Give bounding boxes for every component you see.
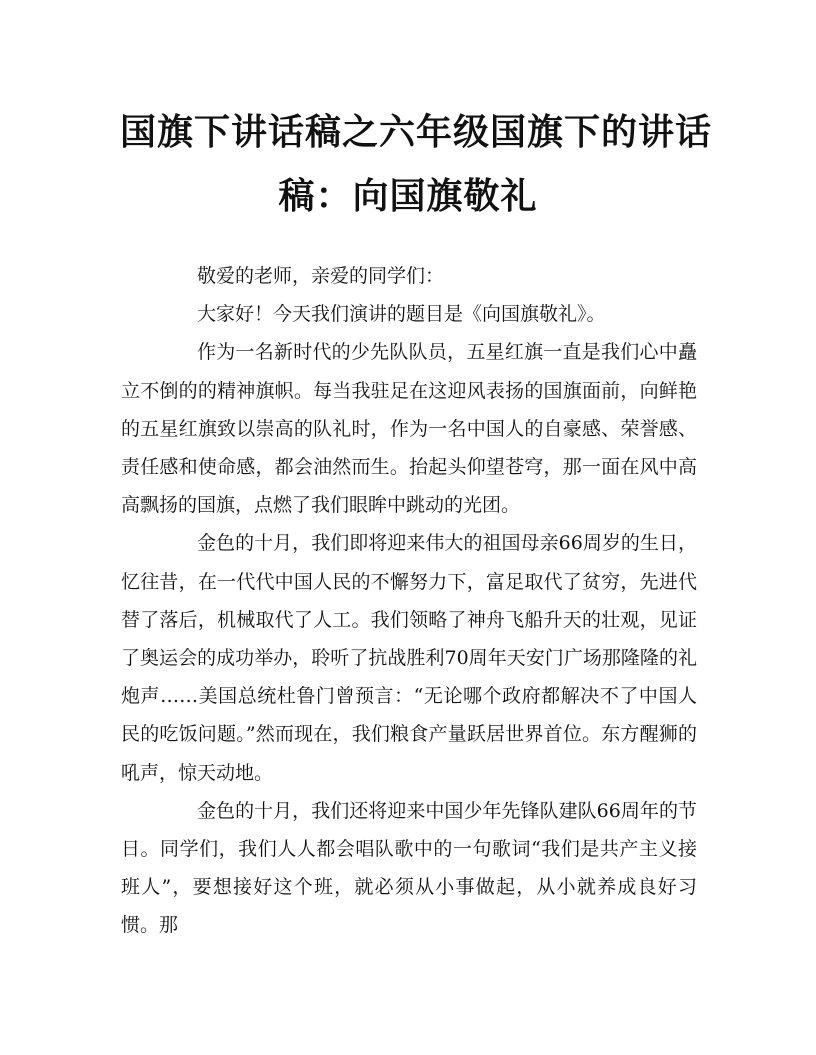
salutation-paragraph: 敬爱的老师，亲爱的同学们： bbox=[197, 265, 445, 287]
document-title bbox=[120, 100, 713, 228]
motherland-paragraph: 金色的十月，我们即将迎来伟大的祖国母亲66周岁的生日，忆往昔，在一代代中国人民的不懈努力下，富足取代了贫穷，先进代替了落后，机械取代了人工。我们领略了神舟飞船升天的壮观，见证了奥运会的成功举办，聆听了抗战胜利70周年天安门广场那隆隆的礼炮声……美国总统杜鲁门曾预言：“无论哪个政府都解决不了中国人民的吃饭问题。”然而现在，我们粮食产量跃居世界首位。东方醒狮的吼声，惊天动地。 bbox=[121, 532, 697, 784]
title-line-2: 稿：向国旗敬礼 bbox=[278, 175, 538, 217]
title-line-1: 国旗下讲话稿之六年级国旗下的讲话 bbox=[120, 111, 713, 153]
intro-paragraph: 大家好！今天我们演讲的题目是《向国旗敬礼》。 bbox=[197, 303, 606, 326]
document-body bbox=[121, 257, 697, 945]
flag-paragraph: 作为一名新时代的少先队队员，五星红旗一直是我们心中矗立不倒的的精神旗帜。每当我驻足在这迎风表扬的国旗面前，向鲜艳的五星红旗致以崇高的队礼时，作为一名中国人的自豪感、荣誉感、责任感和使命感，都会油然而生。抬起头仰望苍穹，那一面在风中高高飘扬的国旗，点燃了我们眼眸中跳动的光团。 bbox=[121, 341, 697, 517]
pioneers-paragraph: 金色的十月，我们还将迎来中国少年先锋队建队66周年的节日。同学们，我们人人都会唱队歌中的一句歌词“我们是共产主义接班人”，要想接好这个班，就必须从小事做起，从小就养成良好习惯。那 bbox=[121, 799, 697, 937]
